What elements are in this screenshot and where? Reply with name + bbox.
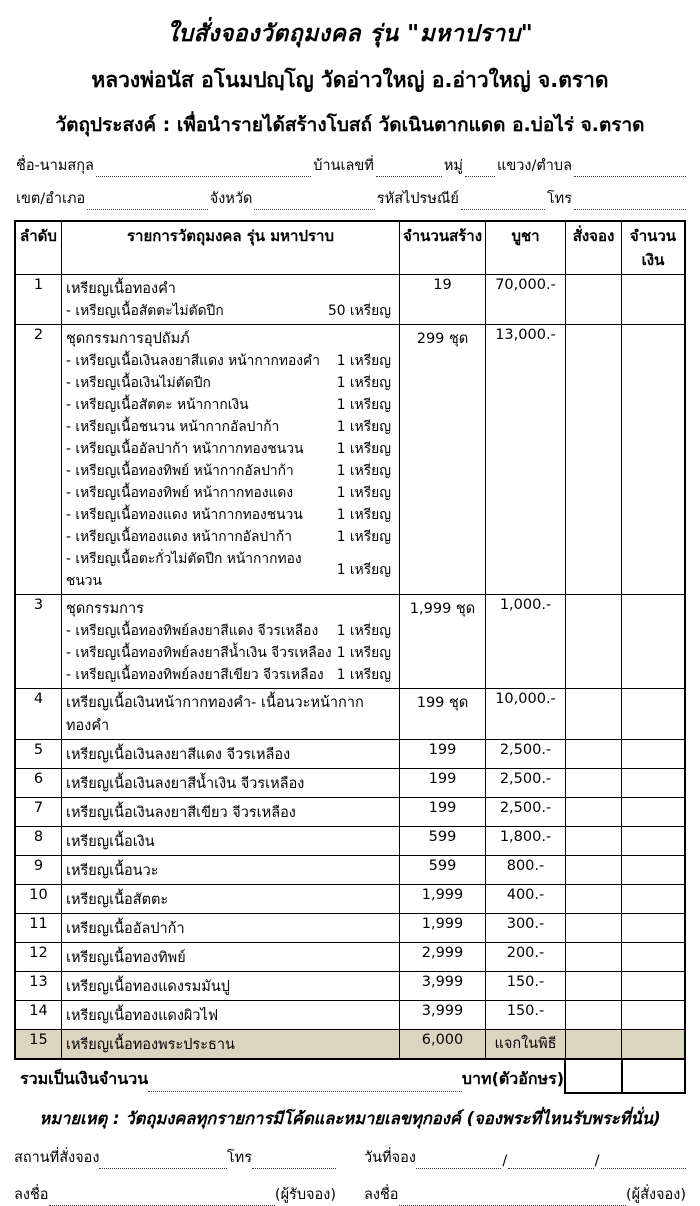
row-number: 2 [16, 325, 62, 594]
header-item: รายการวัตถุมงคล รุ่น มหาปราบ [62, 222, 400, 274]
total-amount-cell [622, 1060, 686, 1094]
table-row [16, 1001, 684, 1030]
order-qty-cell [566, 943, 622, 971]
order-qty-cell [566, 689, 622, 739]
date-slash-1: / [502, 1153, 508, 1169]
item-name: ชุดกรรมการอุปถัมภ์ [66, 331, 190, 347]
item-sub-line [66, 460, 395, 482]
row-number: 12 [16, 943, 62, 971]
item-sub-count: 50 เหรียญ [327, 303, 391, 319]
item-name: เหรียญเนื้อเงินหน้ากากทองคำ- เนื้อนวะหน้ากากทองคำ [66, 695, 364, 734]
amount-cell [622, 769, 684, 797]
item-sub-name: - เหรียญเนื้อทองทิพย์ลงยาสีเขียว จีวรเหลือง [66, 667, 324, 683]
item-sub-line [66, 504, 395, 526]
item-sub-count: 1 เหรียญ [336, 507, 391, 523]
amount-cell [622, 275, 684, 324]
table-row [16, 914, 684, 943]
order-qty-cell [566, 325, 622, 594]
item-sub-name: - เหรียญเนื้อสัตตะ หน้ากากเงิน [66, 397, 249, 413]
amount-cell [622, 856, 684, 884]
orderer-sign-fill-line [399, 1191, 626, 1206]
quantity-made: 1,999 ชุด [400, 595, 486, 688]
item-name-cell [62, 1001, 400, 1029]
item-sub-name: - เหรียญเนื้อทองแดง หน้ากากอัลปาก้า [66, 529, 293, 545]
order-place-tel-label: โทร [226, 1150, 252, 1166]
item-sub-count: 1 เหรียญ [336, 485, 391, 501]
worship-price: 200.- [486, 943, 566, 971]
worship-price: 2,500.- [486, 740, 566, 768]
note-line: หมายเหตุ : วัตถุมงคลทุกรายการมีโค้ดและหมายเลขทุกองค์ (จองพระที่ไหนรับพระที่นั่น) [39, 1109, 661, 1128]
item-name: เหรียญเนื้อทองแดงผิวไฟ [66, 1007, 219, 1024]
order-date-day-line [416, 1154, 501, 1169]
amount-cell [622, 943, 684, 971]
item-name: เหรียญเนื้ออัลปาก้า [66, 920, 185, 937]
item-sub-name: - เหรียญเนื้อทองทิพย์ลงยาสีแดง จีวรเหลือง [66, 623, 319, 639]
worship-price: 1,800.- [486, 827, 566, 855]
row-number: 13 [16, 972, 62, 1000]
item-name: ชุดกรรมการ [66, 601, 144, 617]
item-sub-line [66, 664, 395, 686]
header-order: สั่งจอง [566, 222, 622, 274]
total-label: รวมเป็นเงินจำนวน [20, 1069, 149, 1088]
table-row [16, 798, 684, 827]
item-name-cell [62, 798, 400, 826]
total-row [14, 1060, 686, 1094]
header-qty: จำนวนสร้าง [400, 222, 486, 274]
row-number: 4 [16, 689, 62, 739]
quantity-made: 299 ชุด [400, 325, 486, 594]
postcode-fill-line [461, 195, 545, 210]
amount-cell [622, 798, 684, 826]
worship-price: 70,000.- [486, 275, 566, 324]
order-date-label: วันที่จอง [364, 1150, 416, 1166]
quantity-made: 2,999 [400, 943, 486, 971]
worship-price: 400.- [486, 885, 566, 913]
name-fill-line [96, 162, 311, 177]
item-name-cell [62, 914, 400, 942]
row-number: 8 [16, 827, 62, 855]
table-row [16, 1030, 684, 1058]
item-name: เหรียญเนื้อเงิน [66, 833, 155, 850]
item-sub-line [66, 300, 395, 322]
item-name-cell [62, 885, 400, 913]
row-number: 5 [16, 740, 62, 768]
row-number: 1 [16, 275, 62, 324]
item-name-cell [62, 769, 400, 797]
receiver-signature-field [14, 1183, 336, 1206]
row-number: 11 [16, 914, 62, 942]
item-sub-count: 1 เหรียญ [336, 562, 391, 578]
order-date-month-line [508, 1154, 593, 1169]
order-qty-cell [566, 798, 622, 826]
table-row [16, 769, 684, 798]
table-row [16, 740, 684, 769]
worship-price: 800.- [486, 856, 566, 884]
item-sub-count: 1 เหรียญ [336, 623, 391, 639]
house-no-label: บ้านเลขที่ [313, 158, 374, 174]
item-sub-count: 1 เหรียญ [336, 529, 391, 545]
quantity-made: 199 [400, 740, 486, 768]
row-number: 3 [16, 595, 62, 688]
district-label: เขต/อำเภอ [16, 191, 86, 207]
receiver-sign-fill-line [49, 1191, 275, 1206]
item-sub-line [66, 416, 395, 438]
amount-cell [622, 689, 684, 739]
order-table-header [16, 222, 684, 275]
item-name: เหรียญเนื้อนวะ [66, 862, 159, 879]
worship-price: 10,000.- [486, 689, 566, 739]
footer [14, 1146, 686, 1206]
item-name-cell [62, 689, 400, 739]
header-price: บูชา [486, 222, 566, 274]
item-name-cell [62, 1030, 400, 1058]
phone-fill-line [574, 195, 686, 210]
worship-price: แจกในพิธี [486, 1030, 566, 1058]
quantity-made: 6,000 [400, 1030, 486, 1058]
item-sub-count: 1 เหรียญ [336, 419, 391, 435]
row-number: 14 [16, 1001, 62, 1029]
total-suffix: บาท(ตัวอักษร) [461, 1069, 564, 1088]
item-name: เหรียญเนื้อทองพระประธาน [66, 1036, 235, 1053]
item-sub-name: - เหรียญเนื้อเงินไม่ตัดปีก [66, 375, 211, 391]
order-qty-cell [566, 885, 622, 913]
item-sub-name: - เหรียญเนื้อสัตตะไม่ตัดปีก [66, 303, 224, 319]
row-number: 9 [16, 856, 62, 884]
district-fill-line [87, 195, 207, 210]
quantity-made: 199 [400, 769, 486, 797]
table-row [16, 275, 684, 325]
worship-price: 13,000.- [486, 325, 566, 594]
item-name: เหรียญเนื้อเงินลงยาสีแดง จีวรเหลือง [66, 746, 291, 763]
worship-price: 2,500.- [486, 798, 566, 826]
item-sub-line [66, 526, 395, 548]
order-qty-cell [566, 1030, 622, 1058]
name-label: ชื่อ-นามสกุล [16, 158, 94, 174]
item-name-cell [62, 827, 400, 855]
document-header [0, 16, 700, 140]
quantity-made: 19 [400, 275, 486, 324]
item-name: เหรียญเนื้อทองแดงรมมันปู [66, 978, 230, 995]
amount-cell [622, 827, 684, 855]
quantity-made: 199 ชุด [400, 689, 486, 739]
province-label: จังหวัด [209, 191, 253, 207]
worship-price: 1,000.- [486, 595, 566, 688]
item-sub-count: 1 เหรียญ [336, 667, 391, 683]
phone-label: โทร [546, 191, 572, 207]
item-sub-line [66, 394, 395, 416]
amount-cell [622, 325, 684, 594]
item-sub-line [66, 372, 395, 394]
item-sub-count: 1 เหรียญ [336, 645, 391, 661]
item-sub-line [66, 642, 395, 664]
order-place-label: สถานที่สั่งจอง [14, 1150, 100, 1166]
order-qty-cell [566, 972, 622, 1000]
item-name-cell [62, 740, 400, 768]
worship-price: 2,500.- [486, 769, 566, 797]
subdistrict-label: แขวง/ตำบล [496, 158, 572, 174]
amount-cell [622, 972, 684, 1000]
amount-cell [622, 740, 684, 768]
item-name-cell [62, 972, 400, 1000]
footer-line-2 [14, 1183, 686, 1206]
table-row [16, 885, 684, 914]
order-qty-cell [566, 275, 622, 324]
quantity-made: 599 [400, 856, 486, 884]
item-sub-count: 1 เหรียญ [336, 353, 391, 369]
amount-cell [622, 885, 684, 913]
worship-price: 150.- [486, 972, 566, 1000]
order-table-body [16, 275, 684, 1058]
item-sub-count: 1 เหรียญ [336, 463, 391, 479]
worship-price: 300.- [486, 914, 566, 942]
orderer-sign-label: ลงชื่อ [364, 1187, 399, 1203]
order-form-sheet [0, 16, 700, 1203]
order-qty-cell [566, 1001, 622, 1029]
item-sub-line [66, 350, 395, 372]
amount-cell [622, 1030, 684, 1058]
receiver-sign-label: ลงชื่อ [14, 1187, 49, 1203]
item-sub-name: - เหรียญเนื้อทองทิพย์ หน้ากากทองแดง [66, 485, 294, 501]
subdistrict-fill-line [574, 162, 686, 177]
header-amount: จำนวนเงิน [629, 227, 677, 269]
order-qty-cell [566, 595, 622, 688]
item-name: เหรียญเนื้อทองคำ [66, 281, 176, 297]
table-row [16, 595, 684, 689]
order-qty-cell [566, 914, 622, 942]
buyer-info-line-2 [14, 187, 686, 210]
quantity-made: 3,999 [400, 1001, 486, 1029]
total-fill-line [148, 1076, 462, 1092]
order-qty-cell [566, 856, 622, 884]
item-name-cell [62, 325, 400, 594]
order-place-tel-fill-line [252, 1154, 336, 1169]
buyer-info-fields [14, 154, 686, 210]
table-row [16, 325, 684, 595]
item-name-cell [62, 595, 400, 688]
item-sub-line [66, 548, 395, 592]
order-table [14, 220, 686, 1060]
row-number: 7 [16, 798, 62, 826]
orderer-sign-suffix: (ผู้สั่งจอง) [625, 1187, 686, 1203]
item-sub-line [66, 438, 395, 460]
quantity-made: 1,999 [400, 914, 486, 942]
moo-fill-line [465, 162, 495, 177]
province-fill-line [254, 195, 374, 210]
amount-cell [622, 914, 684, 942]
row-number: 6 [16, 769, 62, 797]
item-name-cell [62, 856, 400, 884]
item-sub-name: - เหรียญเนื้อตะกั่วไม่ตัดปีก หน้ากากทองชนวน [66, 551, 302, 589]
item-sub-name: - เหรียญเนื้อเงินลงยาสีแดง หน้ากากทองคำ [66, 353, 320, 369]
receiver-sign-suffix: (ผู้รับจอง) [274, 1187, 336, 1203]
quantity-made: 3,999 [400, 972, 486, 1000]
item-name: เหรียญเนื้อสัตตะ [66, 891, 169, 908]
order-place-fill-line [99, 1154, 226, 1169]
table-row [16, 689, 684, 740]
item-name: เหรียญเนื้อทองทิพย์ [66, 949, 186, 966]
footer-line-1 [14, 1146, 686, 1169]
item-sub-name: - เหรียญเนื้อทองทิพย์ลงยาสีน้ำเงิน จีวรเหลือง [66, 645, 332, 661]
item-sub-count: 1 เหรียญ [336, 441, 391, 457]
moo-label: หมู่ [443, 158, 463, 174]
table-row [16, 943, 684, 972]
item-name-cell [62, 275, 400, 324]
table-row [16, 827, 684, 856]
table-row [16, 972, 684, 1001]
item-name-cell [62, 943, 400, 971]
total-order-cell [564, 1060, 622, 1094]
house-no-fill-line [376, 162, 442, 177]
item-sub-count: 1 เหรียญ [336, 397, 391, 413]
item-sub-line [66, 620, 395, 642]
row-number: 15 [16, 1030, 62, 1058]
item-name: เหรียญเนื้อเงินลงยาสีเขียว จีวรเหลือง [66, 804, 296, 821]
item-sub-name: - เหรียญเนื้อทองทิพย์ หน้ากากอัลปาก้า [66, 463, 294, 479]
postcode-label: รหัสไปรษณีย์ [376, 191, 459, 207]
order-date-field [364, 1146, 686, 1169]
temple-subtitle: หลวงพ่อนัส อโนมปญฺโญ วัดอ่าวใหญ่ อ.อ่าวใหญ่ จ.ตราด [91, 68, 609, 92]
amount-cell [622, 595, 684, 688]
item-sub-line [66, 482, 395, 504]
header-no: ลำดับ [16, 222, 62, 274]
order-qty-cell [566, 827, 622, 855]
table-row [16, 856, 684, 885]
quantity-made: 199 [400, 798, 486, 826]
purpose-line: วัตถุประสงค์ : เพื่อนำรายได้สร้างโบสถ์ วัดเนินตากแดด อ.บ่อไร่ จ.ตราด [55, 114, 645, 136]
item-name: เหรียญเนื้อเงินลงยาสีน้ำเงิน จีวรเหลือง [66, 775, 305, 792]
order-place-field [14, 1146, 336, 1169]
row-number: 10 [16, 885, 62, 913]
document-title: ใบสั่งจองวัตถุมงคล รุ่น "มหาปราบ" [166, 21, 534, 47]
quantity-made: 599 [400, 827, 486, 855]
item-sub-name: - เหรียญเนื้อชนวน หน้ากากอัลปาก้า [66, 419, 280, 435]
worship-price: 150.- [486, 1001, 566, 1029]
item-sub-name: - เหรียญเนื้อทองแดง หน้ากากทองชนวน [66, 507, 303, 523]
total-text [14, 1060, 564, 1094]
quantity-made: 1,999 [400, 885, 486, 913]
buyer-info-line-1 [14, 154, 686, 177]
amount-cell [622, 1001, 684, 1029]
order-qty-cell [566, 740, 622, 768]
order-qty-cell [566, 769, 622, 797]
item-sub-count: 1 เหรียญ [336, 375, 391, 391]
date-slash-2: / [594, 1153, 600, 1169]
order-date-year-line [601, 1154, 686, 1169]
orderer-signature-field [364, 1183, 686, 1206]
item-sub-name: - เหรียญเนื้ออัลปาก้า หน้ากากทองชนวน [66, 441, 304, 457]
